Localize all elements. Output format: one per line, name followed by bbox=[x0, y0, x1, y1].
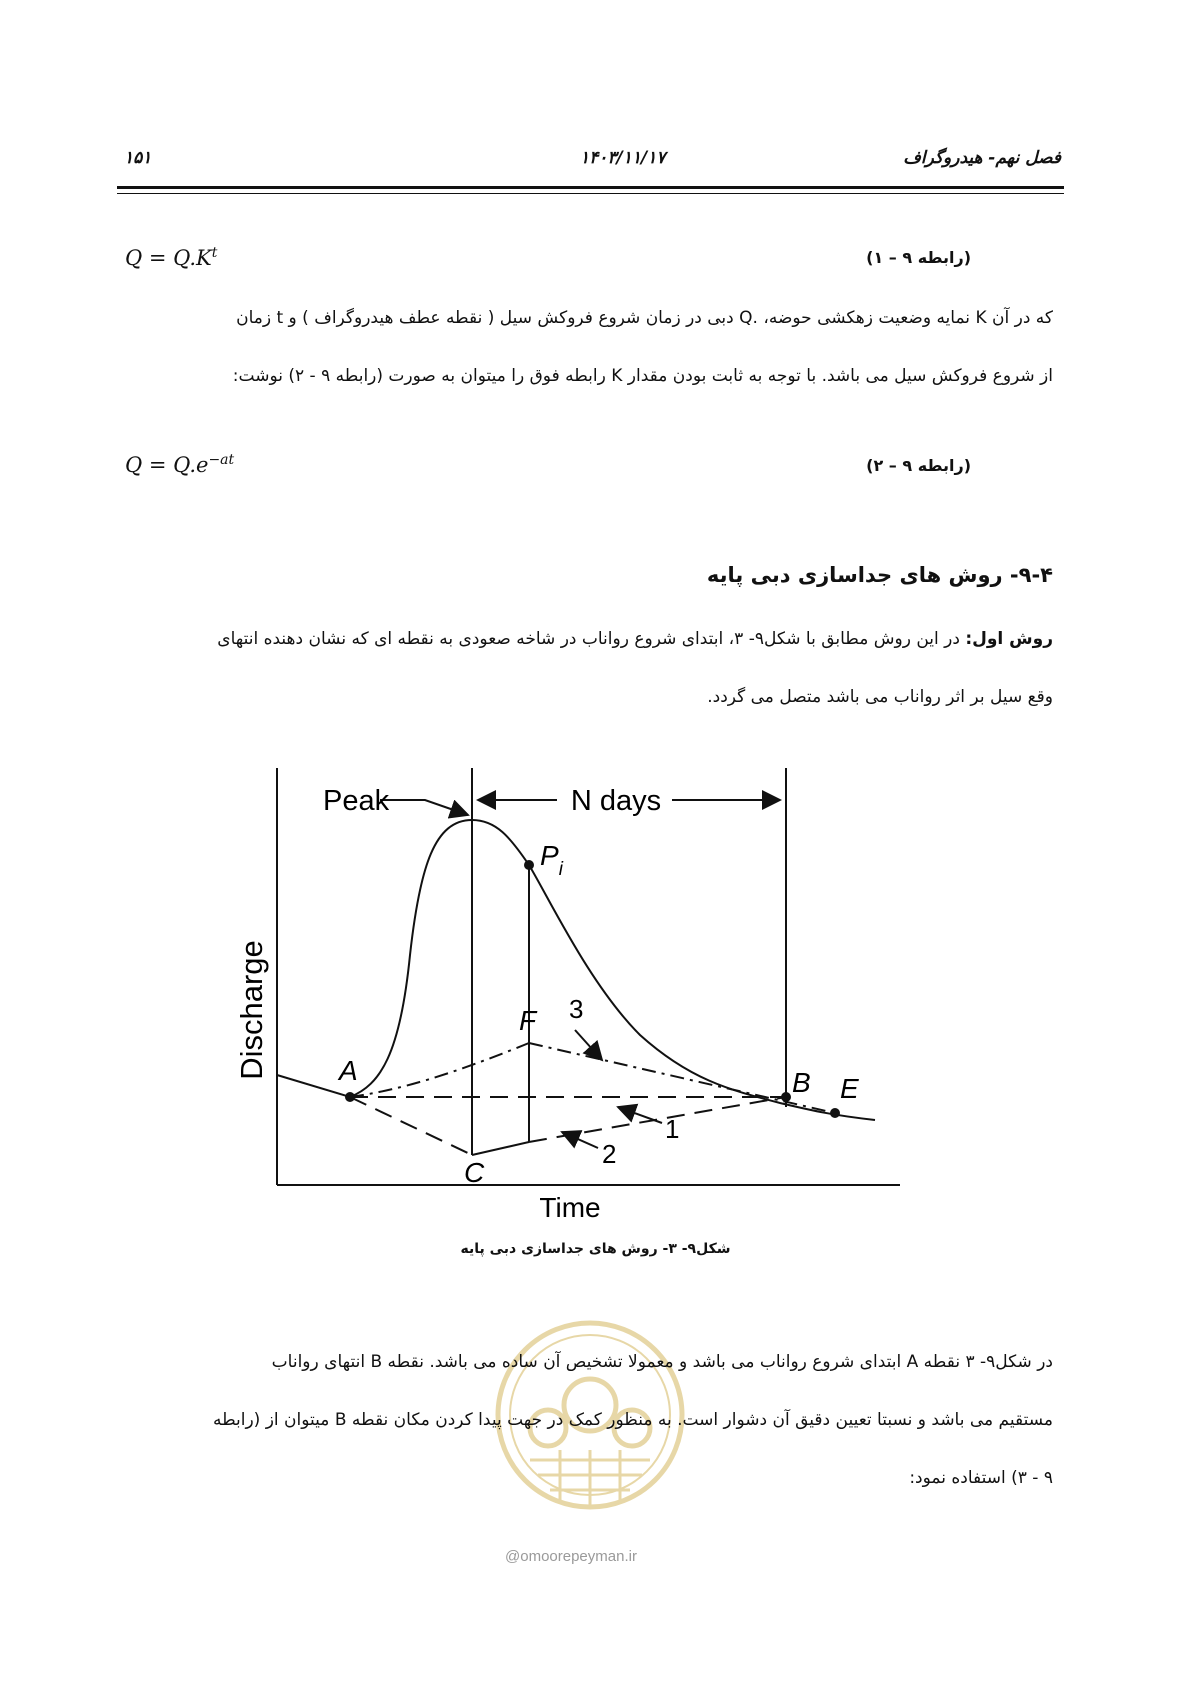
point-b-marker bbox=[781, 1092, 791, 1102]
equation-1-label: (رابطه ۹ – ۱) bbox=[866, 248, 971, 267]
point-b-label: B bbox=[792, 1067, 811, 1098]
y-axis-label: Discharge bbox=[234, 940, 269, 1080]
separation-line-3-b bbox=[529, 1043, 835, 1113]
section-heading: ۹-۴- روش های جداسازی دبی پایه bbox=[706, 563, 1053, 587]
equation-2-exponent: −at bbox=[208, 452, 235, 468]
peak-pointer bbox=[380, 800, 468, 815]
separation-line-2-b bbox=[472, 1142, 529, 1155]
watermark-url: @omoorepeyman.ir bbox=[505, 1548, 637, 1565]
point-f-label: F bbox=[519, 1005, 537, 1036]
peak-label: Peak bbox=[323, 785, 390, 817]
equation-2 bbox=[125, 452, 234, 477]
point-pi-letter: P bbox=[540, 840, 559, 871]
point-pi-subscript: i bbox=[558, 859, 563, 880]
method-1-text: در این روش مطابق با شکل۹- ۳، ابتدای شروع رواناب در شاخه صعودی به نقطه ای که نشان دهنده انتهای bbox=[217, 629, 966, 649]
point-pi-label bbox=[540, 840, 564, 880]
separation-line-3-a bbox=[350, 1043, 529, 1097]
paragraph-1-line-1: که در آن K نمایه وضعیت زهکشی حوضه، .Q دبی در زمان شروع فروکش سیل ( نقطه عطف هیدروگراف ) و t زمان bbox=[236, 308, 1053, 328]
point-a-marker bbox=[345, 1092, 355, 1102]
paragraph-3-line-3: ۹ - ۳) استفاده نمود: bbox=[909, 1468, 1053, 1488]
header-rule-thin bbox=[117, 193, 1064, 194]
paragraph-1-line-2: از شروع فروکش سیل می باشد. با توجه به ثابت بودن مقدار K رابطه فوق را میتوان به صورت (رابطه ۹ - ۲) نوشت: bbox=[232, 366, 1053, 386]
point-e-marker bbox=[830, 1108, 840, 1118]
ndays-label: N days bbox=[570, 785, 662, 817]
point-pi-marker bbox=[524, 860, 534, 870]
method-1-line-2: وقع سیل بر اثر رواناب می باشد متصل می گردد. bbox=[707, 687, 1053, 707]
equation-1-exponent: t bbox=[211, 245, 218, 261]
equation-1 bbox=[125, 245, 217, 270]
point-c-label: C bbox=[464, 1157, 485, 1188]
chapter-title: فصل نهم- هیدروگراف bbox=[903, 148, 1061, 168]
line-1-label: 1 bbox=[665, 1114, 680, 1144]
line-3-label: 3 bbox=[569, 994, 584, 1024]
x-axis-label: Time bbox=[539, 1192, 601, 1223]
equation-1-body: Q = Q.K bbox=[125, 246, 212, 270]
point-e-label: E bbox=[840, 1073, 859, 1104]
header-date: ۱۴۰۳/۱۱/۱۷ bbox=[580, 148, 666, 168]
separation-line-2-a bbox=[350, 1097, 472, 1155]
equation-2-label: (رابطه ۹ – ۲) bbox=[866, 456, 971, 475]
page-number: ۱۵۱ bbox=[124, 148, 152, 168]
figure-caption: شکل۹- ۳- روش های جداسازی دبی پایه bbox=[460, 1241, 731, 1257]
header-rule-thick bbox=[117, 186, 1064, 189]
equation-2-body: Q = Q.e bbox=[125, 453, 209, 477]
baseflow-separation-figure bbox=[210, 755, 910, 1235]
arrow-2 bbox=[562, 1132, 598, 1148]
point-a-label: A bbox=[339, 1055, 358, 1086]
paragraph-3-line-1: در شکل۹- ۳ نقطه A ابتدای شروع رواناب می باشد و معمولا تشخیص آن ساده می باشد. نقطه B انتهای رواناب bbox=[271, 1352, 1053, 1372]
arrow-1 bbox=[618, 1107, 662, 1123]
arrow-3 bbox=[575, 1030, 602, 1060]
method-1-label: روش اول: bbox=[965, 629, 1053, 649]
paragraph-3-line-2: مستقیم می باشد و نسبتا تعیین دقیق آن دشوار است. به منظور کمک در جهت پیدا کردن مکان نقطه B میتوان از (رابطه bbox=[212, 1410, 1053, 1430]
line-2-label: 2 bbox=[602, 1139, 617, 1169]
method-1-line-1 bbox=[217, 629, 1053, 649]
